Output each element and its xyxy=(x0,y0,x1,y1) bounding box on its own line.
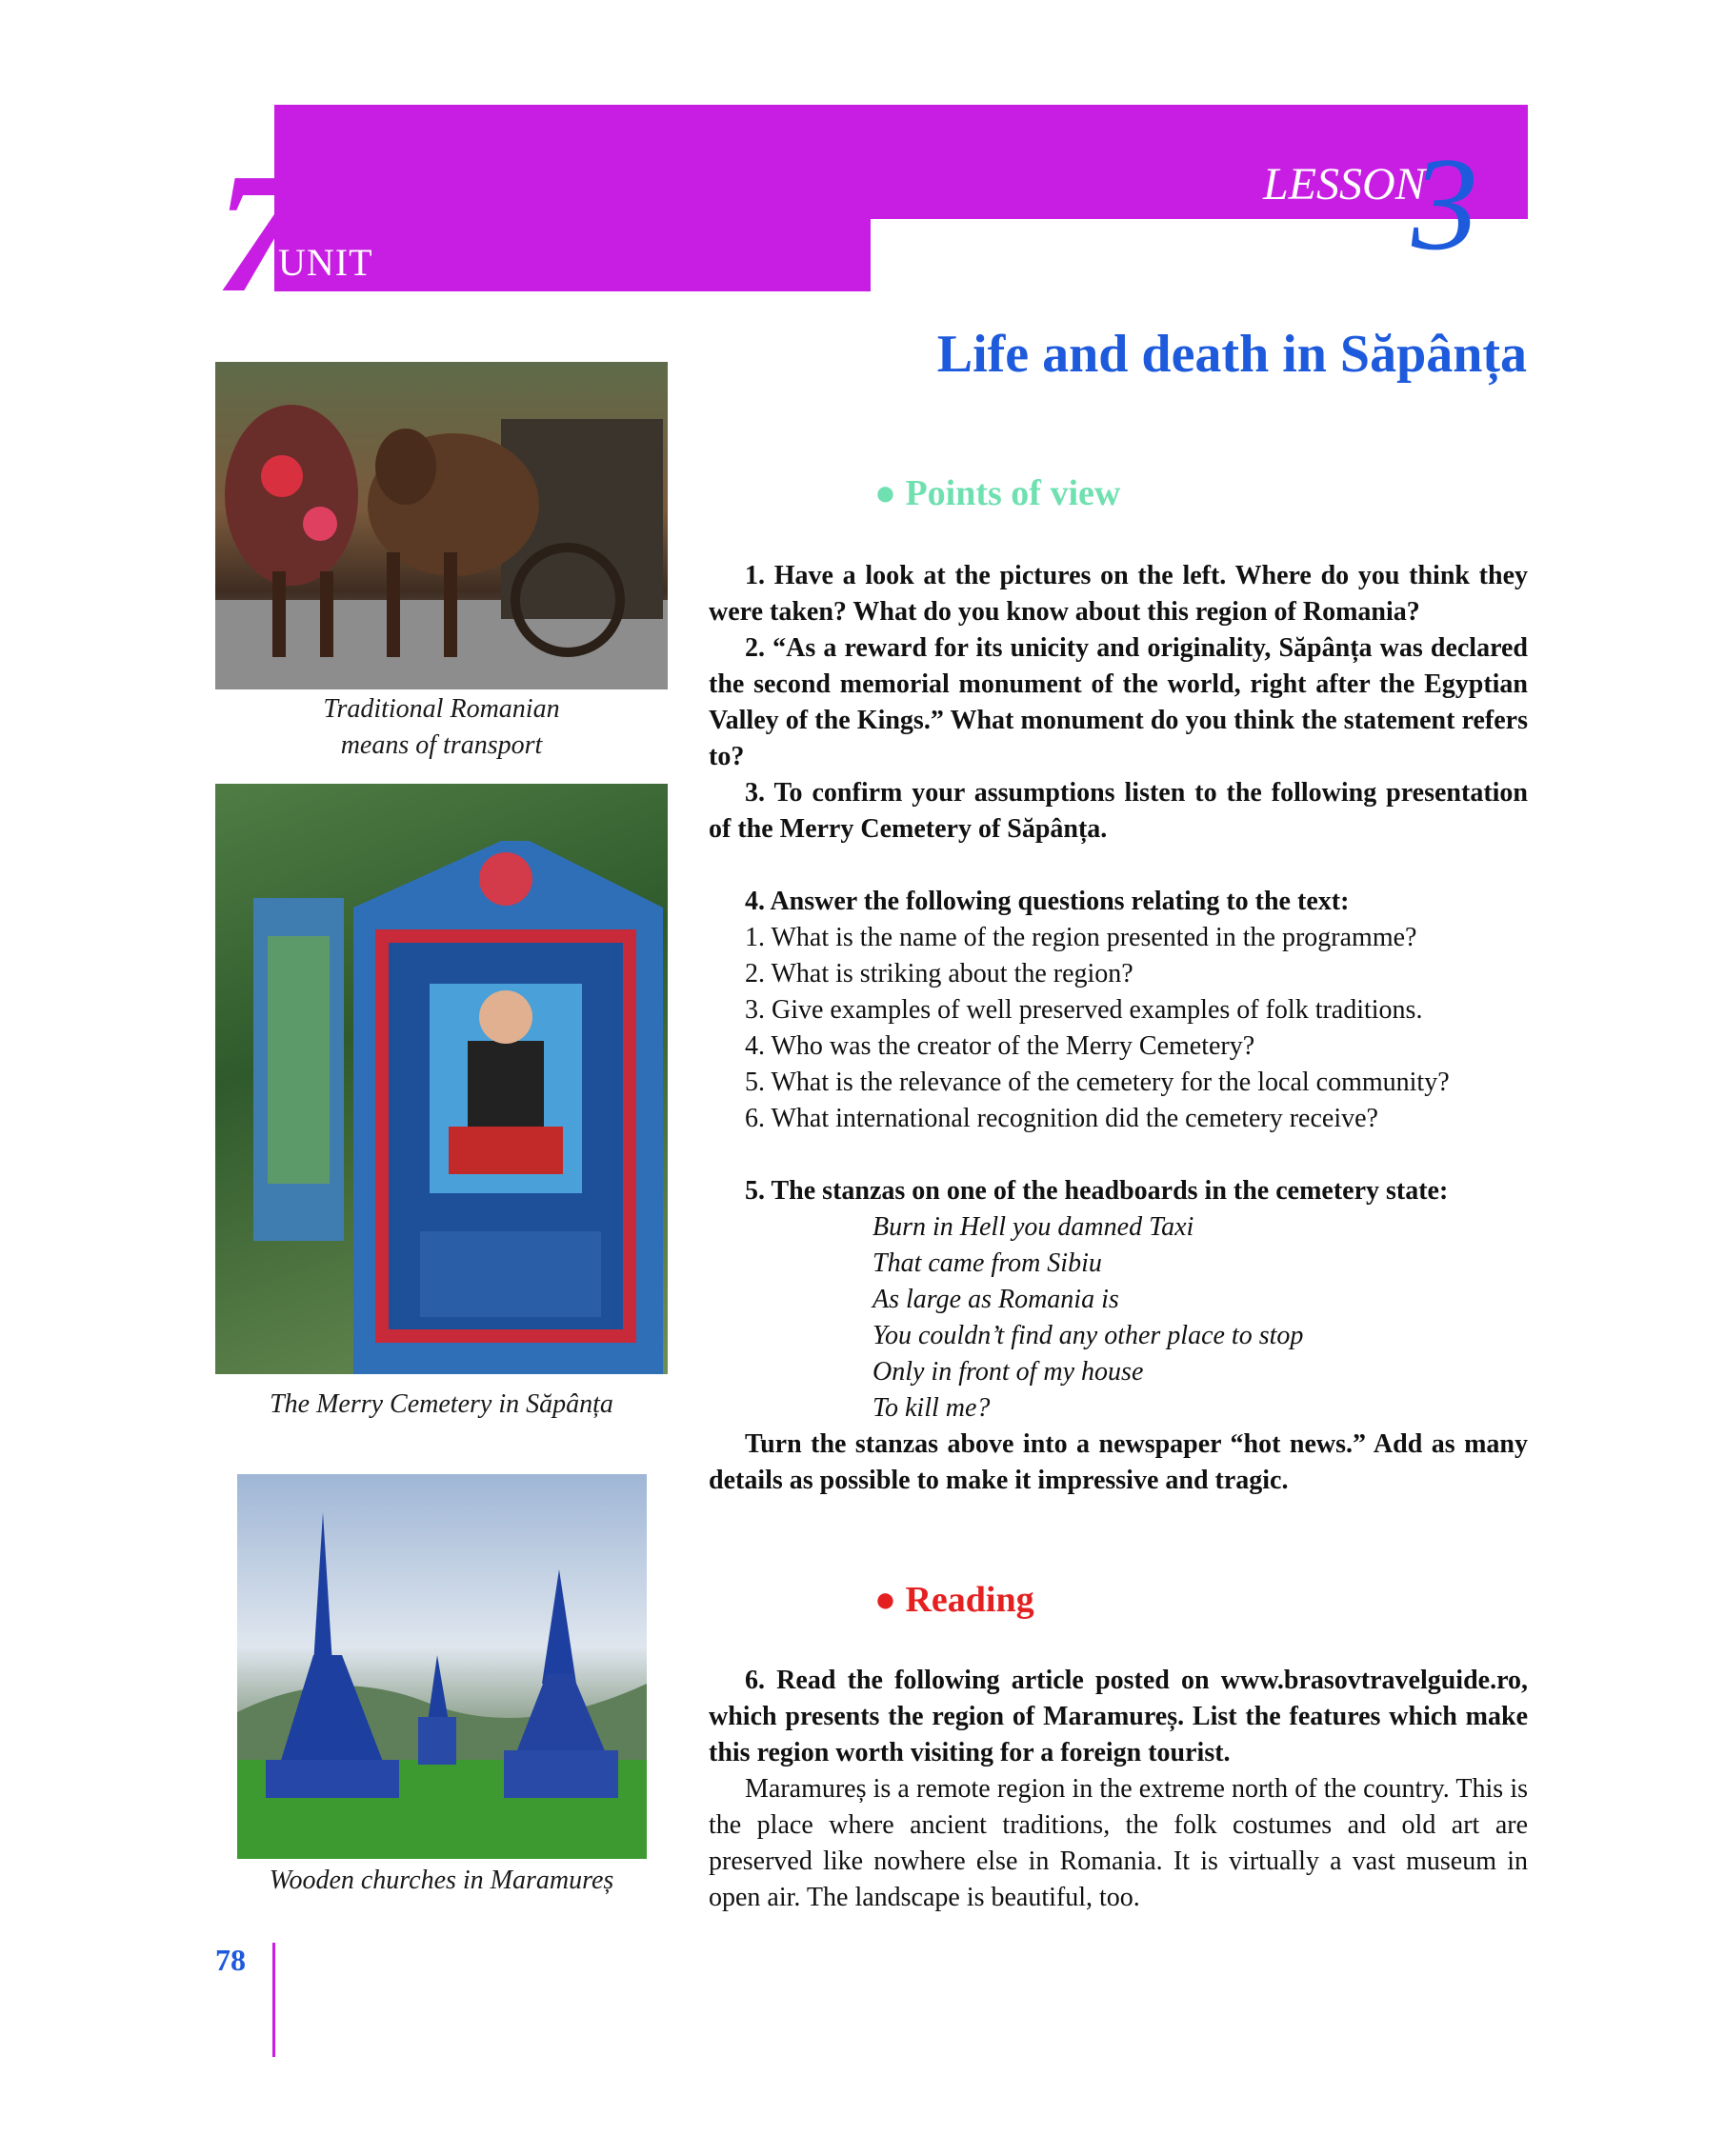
page-title: Life and death in Săpânța xyxy=(936,325,1527,384)
question-5-heading: 5. The stanzas on one of the headboards in the cemetery state: xyxy=(745,1176,1449,1206)
stanza-line: To kill me? xyxy=(873,1393,991,1423)
question-2: 2. “As a reward for its unicity and originality, Săpânța was declared the second memorial monument of the world, right after the Egyptian Valley of the Kings.” What monument do you think the statement refers to? xyxy=(709,633,1528,771)
stanza-line: Only in front of my house xyxy=(873,1357,1144,1387)
points-of-view-body xyxy=(709,558,1528,1499)
section-heading-reading: ● Reading xyxy=(874,1580,1034,1620)
list-item: 4. Who was the creator of the Merry Cemetery? xyxy=(745,1031,1255,1061)
stanza-line: You couldn’t find any other place to stop xyxy=(873,1321,1304,1350)
caption-line: Traditional Romanian xyxy=(323,694,560,724)
page-number: 78 xyxy=(215,1943,246,1977)
caption-oxen xyxy=(215,691,668,764)
question-6: 6. Read the following article posted on www.brasovtravelguide.ro, which presents the region of Maramureș. List the features which make this region worth visiting for a foreign tourist. xyxy=(709,1666,1528,1767)
caption-line: means of transport xyxy=(340,730,543,760)
question-1: 1. Have a look at the pictures on the left. Where do you think they were taken? What do you know about this region of Romania? xyxy=(709,561,1528,627)
caption-cemetery: The Merry Cemetery in Săpânța xyxy=(270,1389,613,1419)
question-4-heading: 4. Answer the following questions relating to the text: xyxy=(745,887,1350,916)
caption-church: Wooden churches in Maramureș xyxy=(269,1866,614,1895)
unit-label: UNIT xyxy=(278,241,373,284)
list-item: 2. What is striking about the region? xyxy=(745,959,1133,988)
list-item: 6. What international recognition did the cemetery receive? xyxy=(745,1104,1378,1133)
merry-cemetery-photo xyxy=(215,784,668,1374)
list-item: 1. What is the name of the region presented in the programme? xyxy=(745,923,1417,952)
stanza-line: Burn in Hell you damned Taxi xyxy=(873,1212,1194,1242)
stanza-line: As large as Romania is xyxy=(873,1285,1119,1314)
oxen-cart-photo xyxy=(215,362,668,689)
question-5-task: Turn the stanzas above into a newspaper “hot news.” Add as many details as possible to make it impressive and tragic. xyxy=(709,1429,1528,1495)
question-3: 3. To confirm your assumptions listen to the following presentation of the Merry Cemetery of Săpânța. xyxy=(709,778,1528,844)
unit-number: 7 xyxy=(215,138,295,328)
reading-text: Maramureș is a remote region in the extreme north of the country. This is the place where ancient traditions, the folk costumes and old art are preserved like nowhere else in Romania. It is virtually a vast museum in open air. The landscape is beautiful, too. xyxy=(709,1774,1528,1912)
stanza-line: That came from Sibiu xyxy=(873,1248,1102,1278)
lesson-number: 3 xyxy=(1412,130,1478,278)
reading-body xyxy=(709,1663,1528,1916)
wooden-churches-photo xyxy=(237,1474,647,1859)
list-item: 5. What is the relevance of the cemetery for the local community? xyxy=(745,1068,1450,1097)
list-item: 3. Give examples of well preserved examples of folk traditions. xyxy=(745,995,1423,1025)
section-heading-points-of-view: ● Points of view xyxy=(874,473,1121,513)
page-rule xyxy=(272,1943,275,2057)
lesson-label: LESSON xyxy=(1263,159,1426,210)
